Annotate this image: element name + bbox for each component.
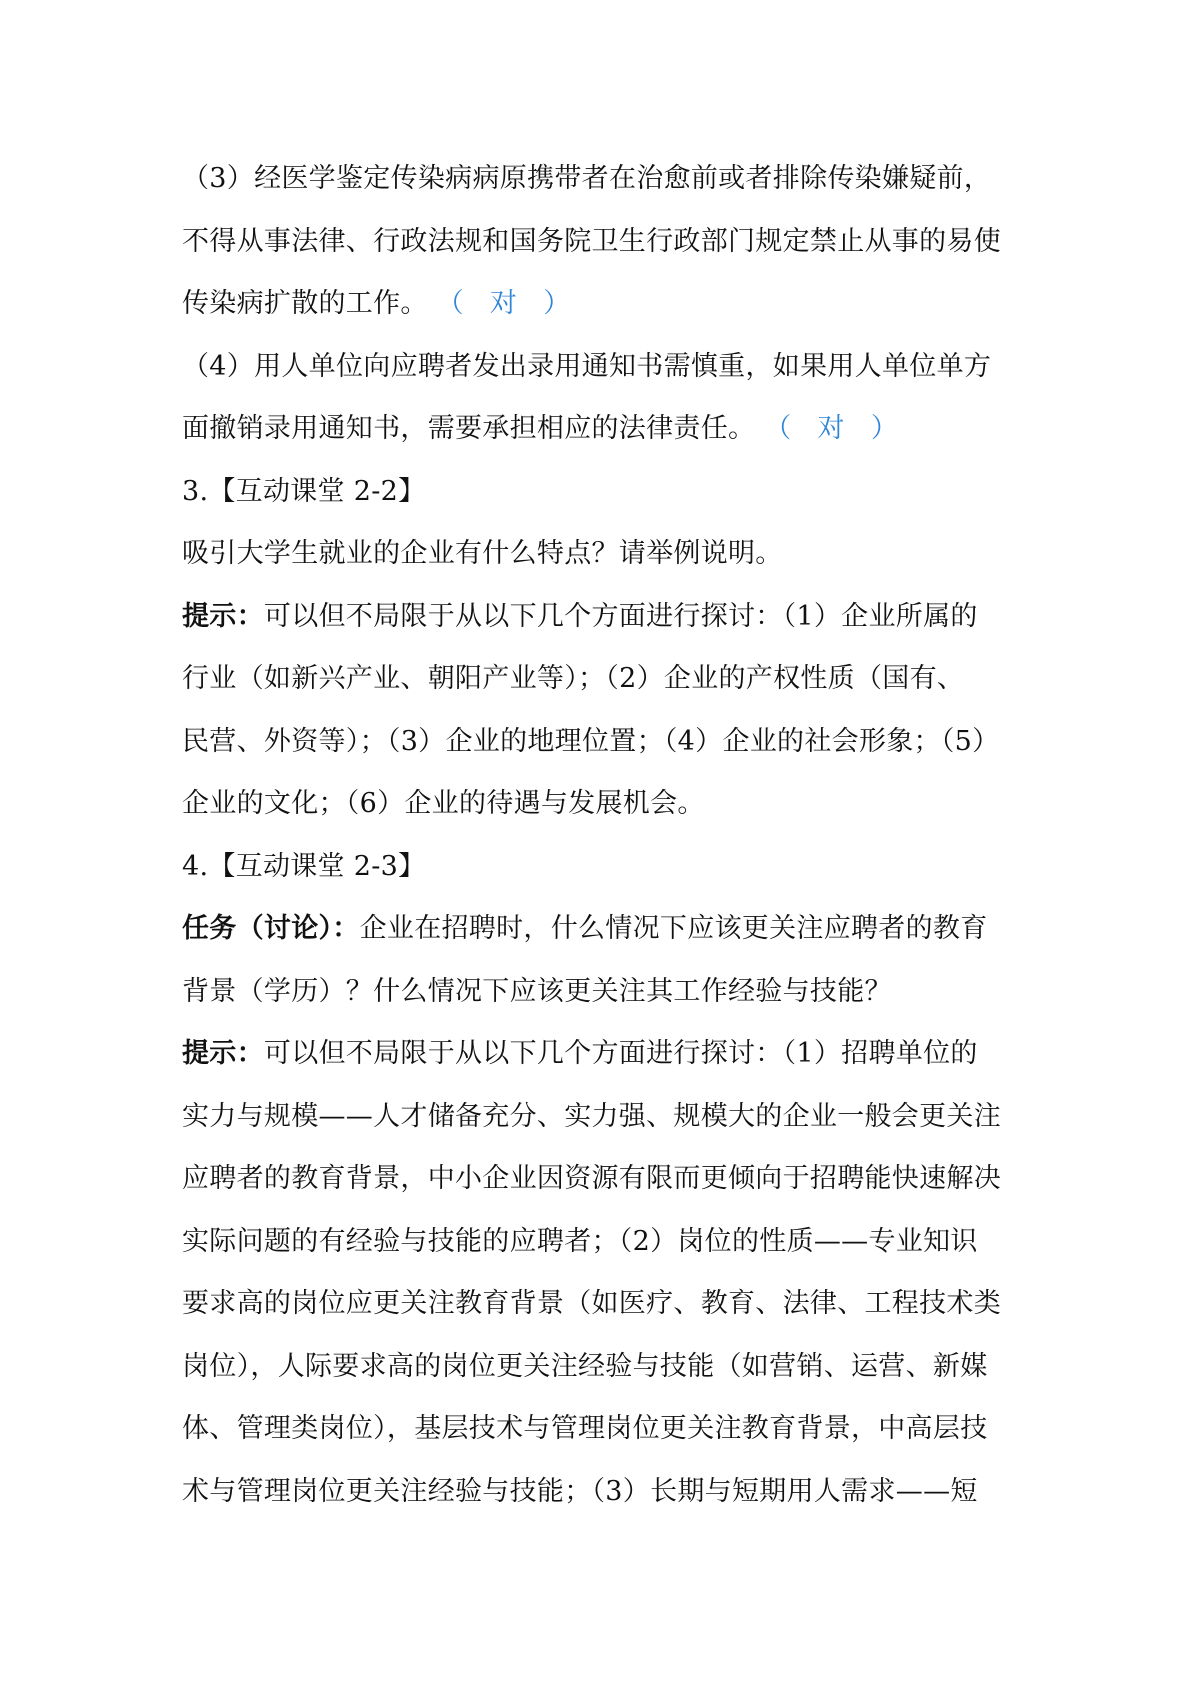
section-4-hint-line-6: 岗位），人际要求高的岗位更关注经验与技能（如营销、运营、新媒: [182, 1350, 988, 1382]
item-4-answer-close: ）: [870, 413, 899, 444]
section-4-hint-line-2: 实力与规模——人才储备充分、实力强、规模大的企业一般会更关注: [182, 1100, 1001, 1132]
section-4-task-line-1: [182, 898, 1022, 961]
section-4-task-line-2: 背景（学历）？什么情况下应该更关注其工作经验与技能？: [182, 975, 892, 1007]
item-4-line-2: [182, 398, 1022, 461]
item-3-line-1: （3）经医学鉴定传染病病原携带者在治愈前或者排除传染嫌疑前，: [182, 163, 992, 194]
section-4-hint-line-5: 要求高的岗位应更关注教育背景（如医疗、教育、法律、工程技术类: [182, 1288, 1001, 1319]
item-3-line-2: 不得从事法律、行政法规和国务院卫生行政部门规定禁止从事的易使: [182, 225, 1001, 257]
item-3-line-3: [182, 273, 1022, 336]
item-3-answer-close: ）: [543, 288, 571, 319]
section-3-hint-label: 提示：: [182, 600, 264, 632]
section-4-task-label: 任务（讨论）：: [182, 913, 360, 944]
section-4-hint-line-8: 术与管理岗位更关注经验与技能；（3）长期与短期用人需求——短: [182, 1475, 978, 1507]
section-3-hint-line-2: 行业（如新兴产业、朝阳产业等）；（2）企业的产权性质（国有、: [182, 663, 965, 694]
section-4-task-text-1: 企业在招聘时，什么情况下应该更关注应聘者的教育: [359, 913, 988, 944]
section-4-hint-line-7: 体、管理类岗位），基层技术与管理岗位更关注教育背景，中高层技: [182, 1413, 988, 1444]
item-4-line-2-text: 面撤销录用通知书，需要承担相应的法律责任。: [182, 413, 756, 444]
section-4-heading: 4.【互动课堂 2-3】: [182, 850, 426, 882]
section-4-hint-line-1: [182, 1023, 1022, 1086]
item-4-answer-open: （: [764, 413, 792, 444]
section-3-hint-line-4: 企业的文化；（6）企业的待遇与发展机会。: [182, 788, 705, 819]
section-3-hint-line-1: [182, 586, 1022, 649]
section-3-question: 吸引大学生就业的企业有什么特点？请举例说明。: [182, 538, 783, 569]
item-4-line-1: （4）用人单位向应聘者发出录用通知书需慎重，如果用人单位单方: [182, 350, 992, 382]
section-3-hint-text-1: 可以但不局限于从以下几个方面进行探讨：（1）企业所属的: [263, 600, 978, 632]
item-3-answer-value: 对: [489, 288, 518, 319]
item-3-line-3-text: 传染病扩散的工作。: [182, 288, 428, 319]
section-3-hint-line-3: 民营、外资等）；（3）企业的地理位置；（4）企业的社会形象；（5）: [182, 725, 1000, 757]
item-3-answer: [437, 288, 571, 319]
section-3-heading: 3.【互动课堂 2-2】: [182, 475, 426, 507]
item-4-answer: [764, 413, 898, 444]
section-4-hint-text-1: 可以但不局限于从以下几个方面进行探讨：（1）招聘单位的: [263, 1038, 978, 1069]
item-3-answer-open: （: [436, 288, 464, 319]
section-4-hint-line-3: 应聘者的教育背景，中小企业因资源有限而更倾向于招聘能快速解决: [182, 1163, 1001, 1194]
item-4-answer-value: 对: [817, 413, 845, 444]
section-4-hint-line-4: 实际问题的有经验与技能的应聘者；（2）岗位的性质——专业知识: [182, 1225, 978, 1257]
document-page: [182, 148, 1022, 1523]
section-4-hint-label: 提示：: [182, 1038, 264, 1069]
